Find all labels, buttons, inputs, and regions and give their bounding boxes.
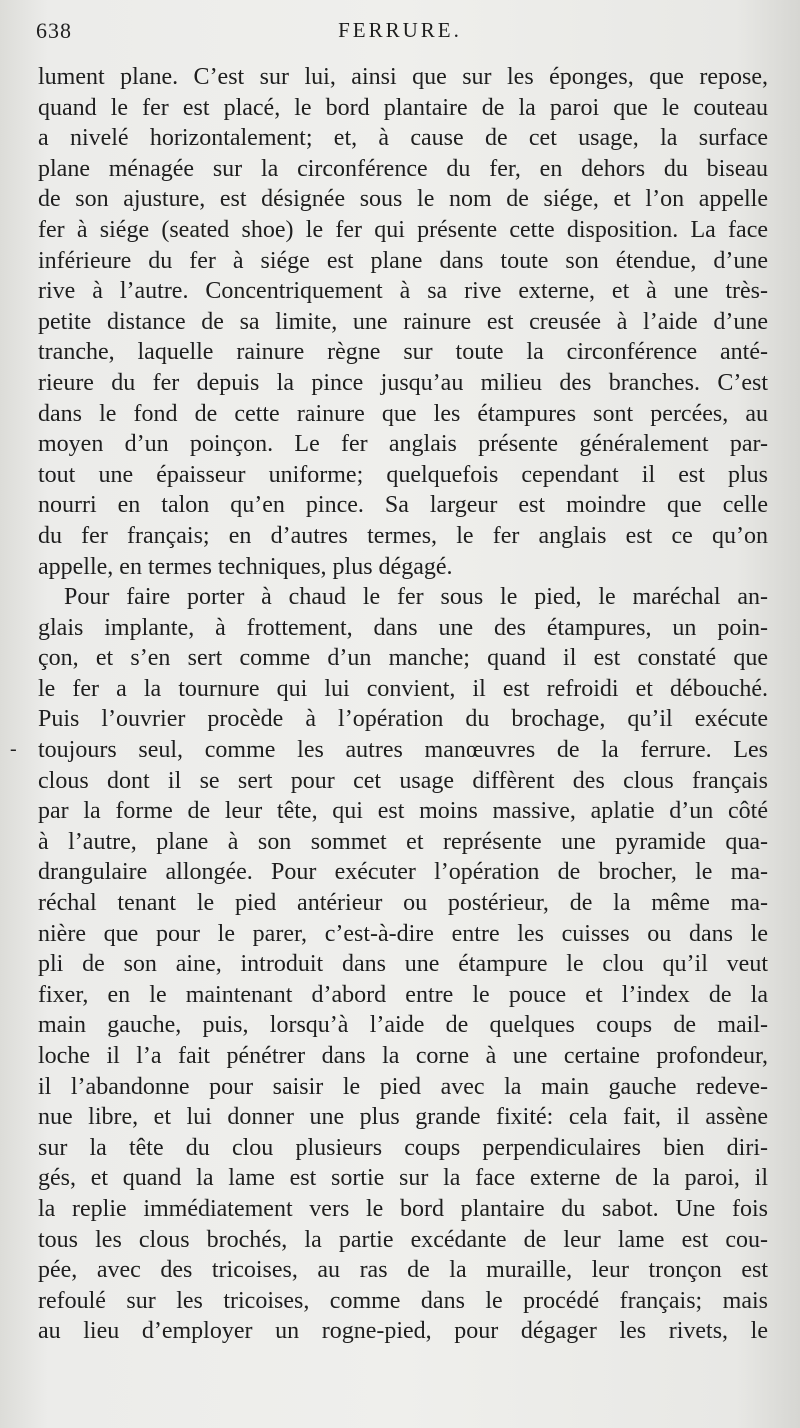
running-head: FERRURE. [338,18,462,42]
text-line: Pour faire porter à chaud le fer sous le pied, le maréchal an- [64,584,768,611]
text-line: par la forme de leur tête, qui est moins massive, aplatie d’un côté [38,798,768,825]
text-line: clous dont il se sert pour cet usage diffèrent des clous français [38,767,768,794]
text-line: pli de son aine, introduit dans une étampure le clou qu’il veut [38,951,768,978]
text-line: de son ajusture, est désignée sous le nom de siége, et l’on appelle [38,186,768,213]
text-line: fixer, en le maintenant d’abord entre le pouce et l’index de la [38,981,768,1008]
text-line: nourri en talon qu’en pince. Sa largeur est moindre que celle [38,492,768,519]
text-line: nue libre, et lui donner une plus grande fixité: cela fait, il assène [38,1104,768,1131]
text-line: refoulé sur les tricoises, comme dans le procédé français; mais [38,1287,768,1314]
text-line: nière que pour le parer, c’est-à-dire entre les cuisses ou dans le [38,920,768,947]
text-line: la replie immédiatement vers le bord plantaire du sabot. Une fois [38,1195,768,1222]
text-line: tous les clous brochés, la partie excédante de leur lame est cou- [38,1226,768,1253]
page-header [36,14,764,48]
text-line: appelle, en termes techniques, plus dégagé. [38,553,453,580]
text-line: Puis l’ouvrier procède à l’opération du brochage, qu’il exécute [38,706,768,733]
text-line: lument plane. C’est sur lui, ainsi que sur les éponges, que repose, [38,64,768,90]
text-line: à l’autre, plane à son sommet et représente une pyramide qua- [38,828,768,855]
text-line: main gauche, puis, lorsqu’à l’aide de quelques coups de mail- [38,1012,768,1039]
text-line: glais implante, à frottement, dans une des étampures, un poin- [38,614,768,641]
text-line: loche il l’a fait pénétrer dans la corne à une certaine profondeur, [38,1043,768,1069]
text-line: pée, avec des tricoises, au ras de la muraille, leur tronçon est [38,1257,768,1284]
text-line: du fer français; en d’autres termes, le fer anglais est ce qu’on [38,522,768,549]
text-line: le fer a la tournure qui lui convient, il est refroidi et débouché. [38,675,768,702]
text-line: fer à siége (seated shoe) le fer qui présente cette disposition. La face [38,216,768,243]
text-line: inférieure du fer à siége est plane dans toute son étendue, d’une [38,247,768,274]
text-line: rive à l’autre. Concentriquement à sa rive externe, et à une très- [38,278,768,305]
margin-mark: - [10,738,17,760]
text-line: plane ménagée sur la circonférence du fer, en dehors du biseau [38,155,768,182]
text-line: moyen d’un poinçon. Le fer anglais présente généralement par- [38,431,768,458]
text-line: il l’abandonne pour saisir le pied avec la main gauche redeve- [38,1073,768,1100]
page-number: 638 [36,18,72,43]
text-line: gés, et quand la lame est sortie sur la face externe de la paroi, il [38,1165,768,1192]
text-line: a nivelé horizontalement; et, à cause de cet usage, la surface [38,125,768,152]
text-line: toujours seul, comme les autres manœuvres de la ferrure. Les [38,737,768,764]
text-line: réchal tenant le pied antérieur ou postérieur, de la même ma- [38,890,768,917]
text-line: quand le fer est placé, le bord plantaire de la paroi que le couteau [38,94,768,121]
text-line: çon, et s’en sert comme d’un manche; quand il est constaté que [38,645,768,672]
text-line: tranche, laquelle rainure règne sur toute la circonférence anté- [38,339,768,366]
text-line: sur la tête du clou plusieurs coups perpendiculaires bien diri- [38,1134,768,1161]
text-line: drangulaire allongée. Pour exécuter l’opération de brocher, le ma- [38,859,768,886]
text-line: rieure du fer depuis la pince jusqu’au milieu des branches. C’est [38,369,768,396]
text-line: petite distance de sa limite, une rainure est creusée à l’aide d’une [38,308,768,335]
text-line: au lieu d’employer un rogne-pied, pour dégager les rivets, le [38,1318,768,1345]
text-line: dans le fond de cette rainure que les étampures sont percées, au [38,400,768,427]
text-line: tout une épaisseur uniforme; quelquefois cependant il est plus [38,461,768,488]
body-text [38,62,768,1347]
